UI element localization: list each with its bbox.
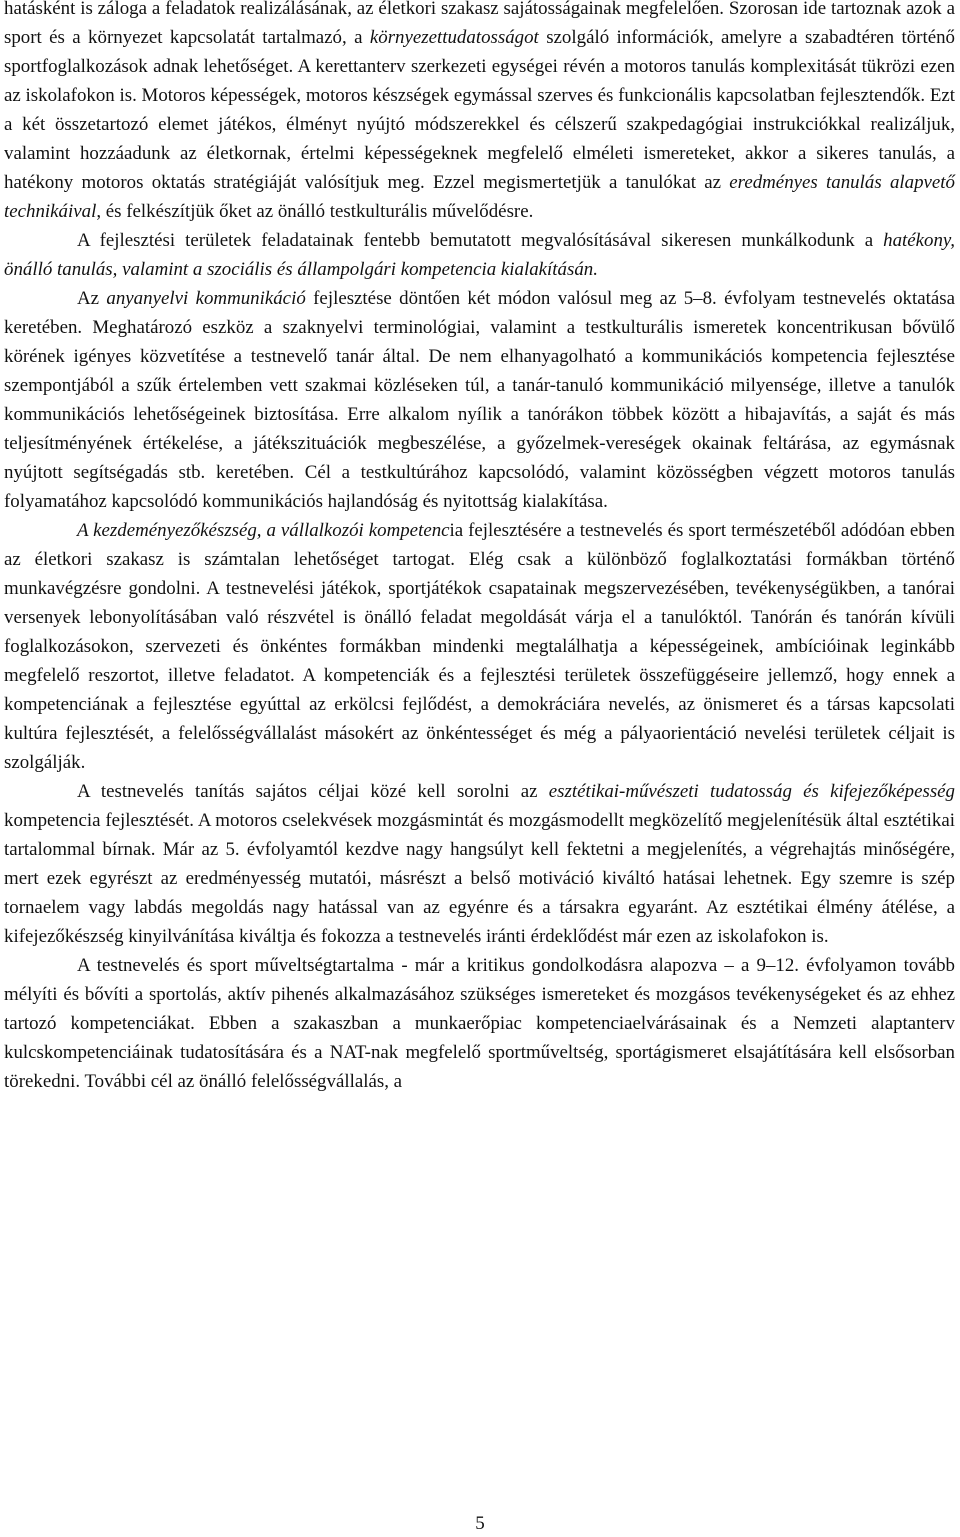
italic-text-segment: A kezdeményezőkészség, a vállalkozói kompetenc bbox=[77, 520, 450, 541]
italic-text-segment: esztétikai-művészeti tudatosság és kifejezőképesség bbox=[548, 781, 955, 802]
text-segment: A fejlesztési területek feladatainak fentebb bemutatott megvalósításával sikeresen munkálkodunk a bbox=[77, 230, 884, 251]
paragraph bbox=[4, 284, 955, 516]
italic-text-segment: eredményes tanulás alapvető technikáival bbox=[4, 172, 955, 222]
text-segment: , és felkészítjük őket az önálló testkulturális művelődésre. bbox=[96, 201, 534, 222]
text-segment: hatásként is zálogа a feladatok realizálásának, az életkori szakasz sajátosságainak megfelelően. Szorosan ide tartoznak azok a sport és a környezet kapcsolatát tartalmazó, a bbox=[4, 0, 955, 48]
italic-text-segment: hatékony, önálló tanulás, valamint a szociális és állampolgári kompetencia kialakításán. bbox=[4, 230, 955, 280]
document-page bbox=[4, 0, 955, 1096]
text-segment: ia fejlesztésére a testnevelés és sport természetéből adódóan ebben az életkori szakasz is számtalan lehetőséget tartogat. Elég csak a különböző foglalkoztatási formákban történő munkavégzésre gondolni. A testnevelési játékok, sportjátékok csapatainak megszervezésében, tevékenységükben, a tanórai versenyek lebonyolításában való részvétel is önálló feladat megoldását várja el a tanulóktól. Tanórán és tanórán kívüli foglalkozásokon, szervezeti és önkéntes formákban mindenki megtalálhatja a képességeinek, ambícióinak leginkább megfelelő reszortot, illetve feladatot. A kompetenciák és a fejlesztési területek összefüggéseire jellemző, hogy ennek a kompetenciának a fejlesztése egyúttal az erkölcsi fejlődést, a demokráciára nevelés, az önismeret és a társas kapcsolati kultúra fejlesztését, a felelősségvállalást másokért az önkéntességet és még a pályaorientáció nevelési területek céljait is szolgálják. bbox=[4, 520, 955, 773]
paragraph bbox=[4, 516, 955, 777]
paragraph bbox=[4, 0, 955, 226]
page-number: 5 bbox=[475, 1513, 485, 1534]
italic-text-segment: környezettudatosságot bbox=[369, 27, 539, 48]
text-segment: szolgáló információk, amelyre a szabadtéren történő sportfoglalkozások adnak lehetőséget. A kerettanterv szerkezeti egységei révén a motoros tanulás komplexitását tükrözi ezen az iskolafokon is. Motoros képességek, motoros készségek egymással szerves és funkcionális kapcsolatban fejlesztendők. Ezt a két összetartozó elemet játékos, élményt nyújtó módszerekkel és célszerű szakpedagógiai instrukciókkal realizáljuk, valamint hozzáadunk az életkornak, értelmi képességeknek megfelelő elméleti ismereteket, akkor a sikeres tanulás, a hatékony motoros oktatás stratégiáját valósítjuk meg. Ezzel megismertetjük a tanulókat az bbox=[4, 27, 955, 193]
text-segment: A testnevelés tanítás sajátos céljai közé kell sorolni az bbox=[77, 781, 549, 802]
paragraph bbox=[4, 951, 955, 1096]
text-segment: fejlesztése döntően két módon valósul meg az 5–8. évfolyam testnevelés oktatása keretében. Meghatározó eszköz a szaknyelvi terminológiai, valamint a testkulturális ismeretek koncentrikusan bővülő körének igényes közvetítése a testnevelő tanár által. De nem elhanyagolható a kommunikációs kompetencia fejlesztése szempontjából a szűk értelemben vett szakmai közléseken túl, a tanár-tanuló kommunikáció milyensége, illetve a tanulók kommunikációs lehetőségeinek biztosítása. Erre alkalom nyílik a tanórákon többek között a hibajavítás, a saját és más teljesítményének értékelése, a játékszituációk megbeszélése, a győzelmek-vereségek okainak feltárása, az egymásnak nyújtott segítségadás stb. keretében. Cél a testkultúrához kapcsolódó, valamint közösségben végzett motoros tanulás folyamatához kapcsolódó kommunikációs hajlandóság és nyitottság kialakítása. bbox=[4, 288, 955, 512]
italic-text-segment: anyanyelvi kommunikáció bbox=[106, 288, 306, 309]
text-segment: A testnevelés és sport műveltségtartalma - már a kritikus gondolkodásra alapozva – a 9–12. évfolyamon tovább mélyíti és bővíti a sportolás, aktív pihenés alkalmazásához szükséges ismereteket és mozgásos tevékenységeket és az ehhez tartozó kompetenciákat. Ebben a szakaszban a munkaerőpiac kompetenciaelvárásainak és a Nemzeti alaptanterv kulcskompetenciáinak tudatosítására és a NAT-nak megfelelő sportműveltség, sportágismeret elsajátítására kell elsősorban törekedni. További cél az önálló felelősségvállalás, a bbox=[4, 955, 955, 1092]
document-body bbox=[4, 0, 955, 1096]
text-segment: kompetencia fejlesztését. A motoros cselekvések mozgásmintát és mozgásmodellt megközelítő megjelenítésük által esztétikai tartalommal bírnak. Már az 5. évfolyamtól kezdve nagy hangsúlyt kell fektetni a megjelenítés, a végrehajtás minőségére, mert ezek egyrészt az eredményesség mutatói, másrészt a belső motiváció kiváltó hatásai lehetnek. Egy szemre is szép tornaelem vagy labdás megoldás nagy hatással van az egyénre és a társakra egyaránt. Az esztétikai élmény átélése, a kifejezőkészség kinyilvánítása kiváltja és fokozza a testnevelés iránti érdeklődést már ezen az iskolafokon is. bbox=[4, 810, 955, 947]
text-segment: Az bbox=[77, 288, 107, 309]
paragraph bbox=[4, 777, 955, 951]
paragraph bbox=[4, 226, 955, 284]
